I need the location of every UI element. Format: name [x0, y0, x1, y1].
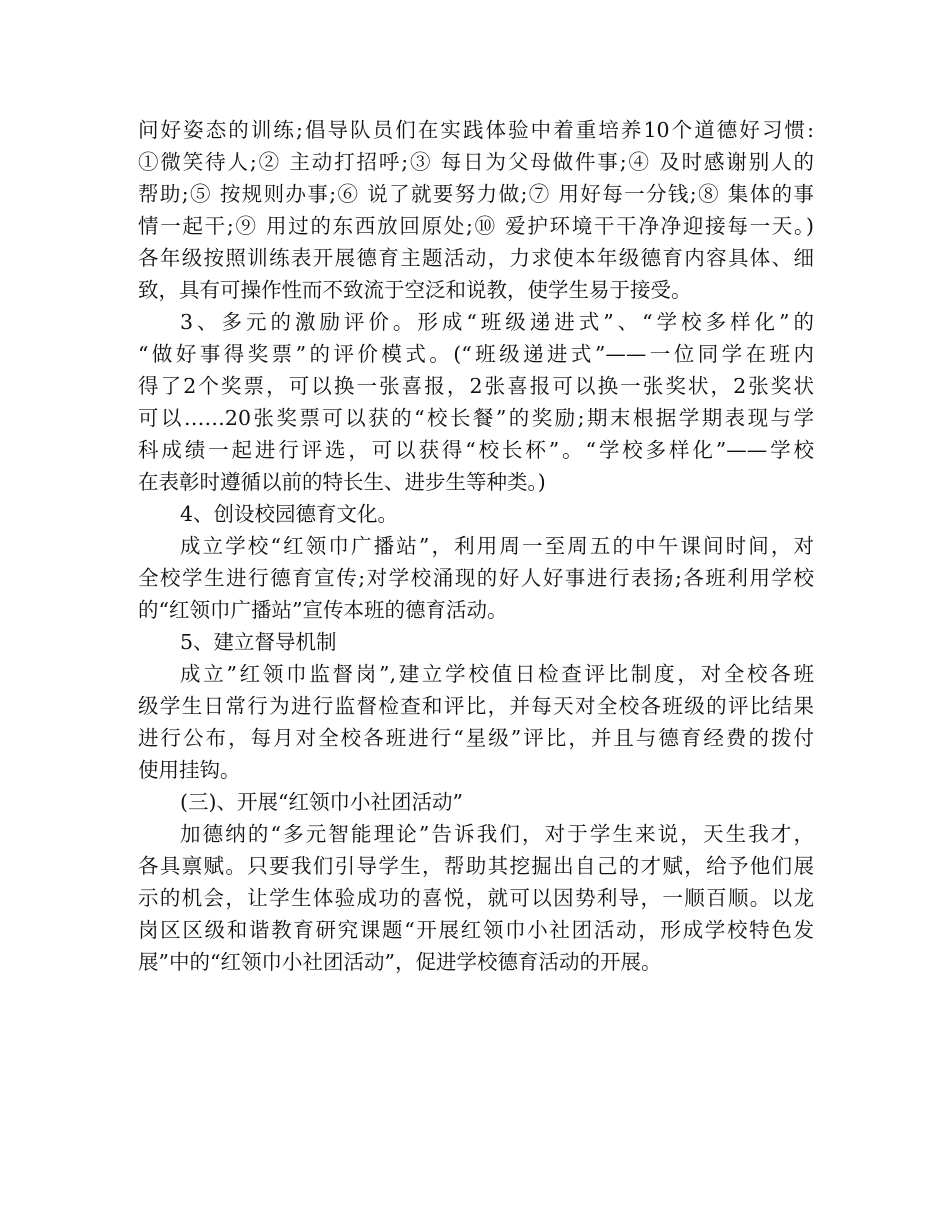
text-line: 展”中的“红领巾小社团活动”，促进学校德育活动的开展。 [138, 950, 662, 974]
text-line: 成立学校“红领巾广播站”，利用周一至周五的中午课间时间，对 [180, 534, 814, 558]
text-line: 各具禀赋。只要我们引导学生，帮助其挖掘出自己的才赋，给予他们展 [138, 854, 814, 878]
text-line: 科成绩一起进行评选，可以获得“校长杯”。“学校多样化”——学校 [138, 438, 814, 462]
text-line: 级学生日常行为进行监督检查和评比，并每天对全校各班级的评比结果 [138, 694, 814, 718]
section-item-heading: 4、创设校园德育文化。 [180, 502, 399, 526]
text-line: 在表彰时遵循以前的特长生、进步生等种类。) [138, 470, 546, 494]
text-line: 全校学生进行德育宣传;对学校涌现的好人好事进行表扬;各班利用学校 [138, 566, 814, 590]
text-line: 情一起干;⑨ 用过的东西放回原处;⑩ 爱护环境干干净净迎接每一天。) [138, 214, 814, 238]
text-line: 可以……20张奖票可以获的“校长餐”的奖励;期末根据学期表现与学 [138, 406, 814, 430]
section-item-heading: 3、多元的激励评价。形成“班级递进式”、“学校多样化”的 [180, 310, 814, 334]
text-line: 帮助;⑤ 按规则办事;⑥ 说了就要努力做;⑦ 用好每一分钱;⑧ 集体的事 [138, 182, 814, 206]
text-line: ①微笑待人;② 主动打招呼;③ 每日为父母做件事;④ 及时感谢别人的 [138, 150, 814, 174]
text-line: 加德纳的“多元智能理论”告诉我们，对于学生来说，天生我才， [180, 822, 814, 846]
text-line: 各年级按照训练表开展德育主题活动，力求使本年级德育内容具体、细 [138, 246, 814, 270]
text-line: 使用挂钩。 [138, 758, 241, 782]
section-item-heading: 5、建立督导机制 [180, 630, 337, 654]
text-line: 得了2个奖票，可以换一张喜报，2张喜报可以换一张奖状，2张奖状 [138, 374, 814, 398]
document-page [138, 114, 814, 978]
text-line: 岗区区级和谐教育研究课题“开展红领巾小社团活动，形成学校特色发 [138, 918, 814, 942]
text-line: 进行公布，每月对全校各班进行“星级”评比，并且与德育经费的拨付 [138, 726, 814, 750]
text-line: 成立”红领巾监督岗”,建立学校值日检查评比制度，对全校各班 [180, 662, 814, 686]
text-line: 的“红领巾广播站”宣传本班的德育活动。 [138, 598, 508, 622]
text-line: “做好事得奖票”的评价模式。(“班级递进式”——一位同学在班内 [138, 342, 814, 366]
text-line: 示的机会，让学生体验成功的喜悦，就可以因势利导，一顺百顺。以龙 [138, 886, 814, 910]
text-line: 致，具有可操作性而不致流于空泛和说教，使学生易于接受。 [138, 278, 692, 302]
section-heading: (三)、开展“红领巾小社团活动” [180, 790, 463, 814]
text-line: 问好姿态的训练;倡导队员们在实践体验中着重培养10个道德好习惯: [138, 118, 814, 142]
